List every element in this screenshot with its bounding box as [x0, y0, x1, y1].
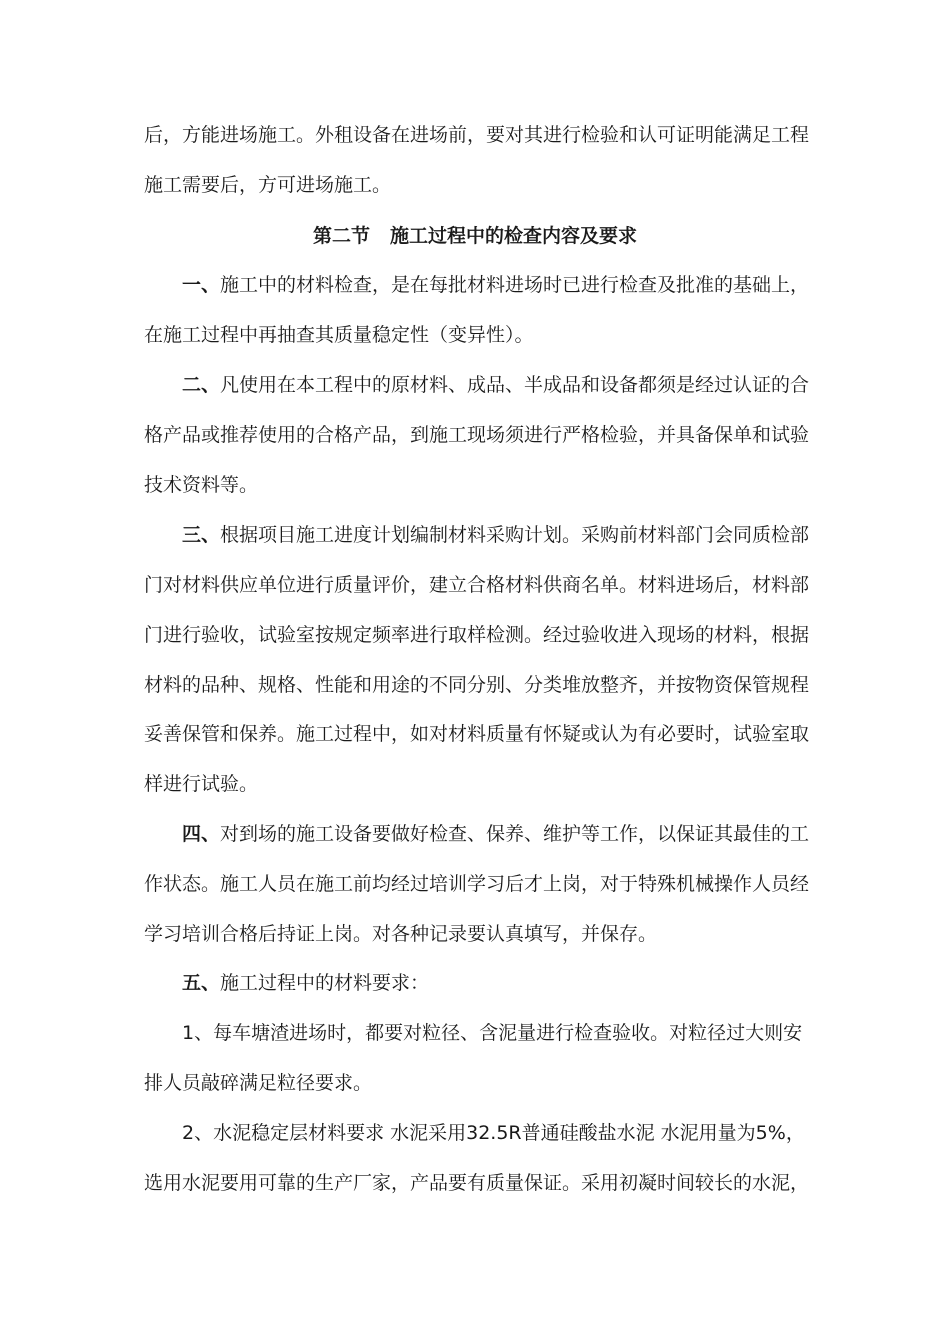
paragraph-3-line-1: 三、根据项目施工进度计划编制材料采购计划。采购前材料部门会同质检部 — [182, 524, 810, 546]
paragraph-2-line-3: 技术资料等。 — [144, 474, 259, 496]
paragraph-2-line-1: 二、凡使用在本工程中的原材料、成品、半成品和设备都须是经过认证的合 — [182, 374, 810, 396]
paragraph-3-line-3: 门进行验收，试验室按规定频率进行取样检测。经过验收进入现场的材料，根据 — [144, 624, 810, 646]
item-number: 一、 — [182, 274, 221, 296]
section-title: 施工过程中的检查内容及要求 — [390, 225, 638, 247]
paragraph-3-line-2: 门对材料供应单位进行质量评价，建立合格材料供商名单。材料进场后，材料部 — [144, 574, 810, 596]
paragraph-4-line-2: 作状态。施工人员在施工前均经过培训学习后才上岗，对于特殊机械操作人员经 — [144, 873, 810, 895]
paragraph-6-line-2: 排人员敲碎满足粒径要求。 — [144, 1072, 373, 1094]
item-number: 二、 — [182, 374, 221, 396]
paragraph-2-line-2: 格产品或推荐使用的合格产品，到施工现场须进行严格检验，并具备保单和试验 — [144, 424, 810, 446]
item-number: 四、 — [182, 823, 221, 845]
paragraph-3-line-6: 样进行试验。 — [144, 773, 259, 795]
paragraph-3-line-4: 材料的品种、规格、性能和用途的不同分别、分类堆放整齐，并按物资保管规程 — [144, 674, 810, 696]
paragraph-6-line-1: 1、每车塘渣进场时，都要对粒径、含泥量进行检查验收。对粒径过大则安 — [182, 1022, 803, 1044]
item-number: 三、 — [182, 524, 221, 546]
paragraph-4-line-1: 四、对到场的施工设备要做好检查、保养、维护等工作，以保证其最佳的工 — [182, 823, 810, 845]
paragraph-1-line-2: 在施工过程中再抽查其质量稳定性（变异性）。 — [144, 324, 534, 346]
section-number: 第二节 — [312, 225, 370, 247]
paragraph-5-line-1: 五、施工过程中的材料要求： — [182, 972, 430, 994]
paragraph-3-line-5: 妥善保管和保养。施工过程中，如对材料质量有怀疑或认为有必要时，试验室取 — [144, 723, 810, 745]
item-number: 五、 — [182, 972, 221, 994]
paragraph-7-line-1: 2、水泥稳定层材料要求 水泥采用32.5R普通硅酸盐水泥 水泥用量为5%， — [182, 1122, 805, 1144]
paragraph-4-line-3: 学习培训合格后持证上岗。对各种记录要认真填写，并保存。 — [144, 923, 658, 945]
paragraph-7-line-2: 选用水泥要用可靠的生产厂家，产品要有质量保证。采用初凝时间较长的水泥， — [144, 1172, 810, 1194]
paragraph-0-line-1: 后，方能进场施工。外租设备在进场前，要对其进行检验和认可证明能满足工程 — [144, 124, 810, 146]
paragraph-0-line-2: 施工需要后，方可进场施工。 — [144, 174, 392, 196]
paragraph-1-line-1: 一、施工中的材料检查，是在每批材料进场时已进行检查及批准的基础上， — [182, 274, 810, 296]
section-heading — [0, 223, 950, 249]
